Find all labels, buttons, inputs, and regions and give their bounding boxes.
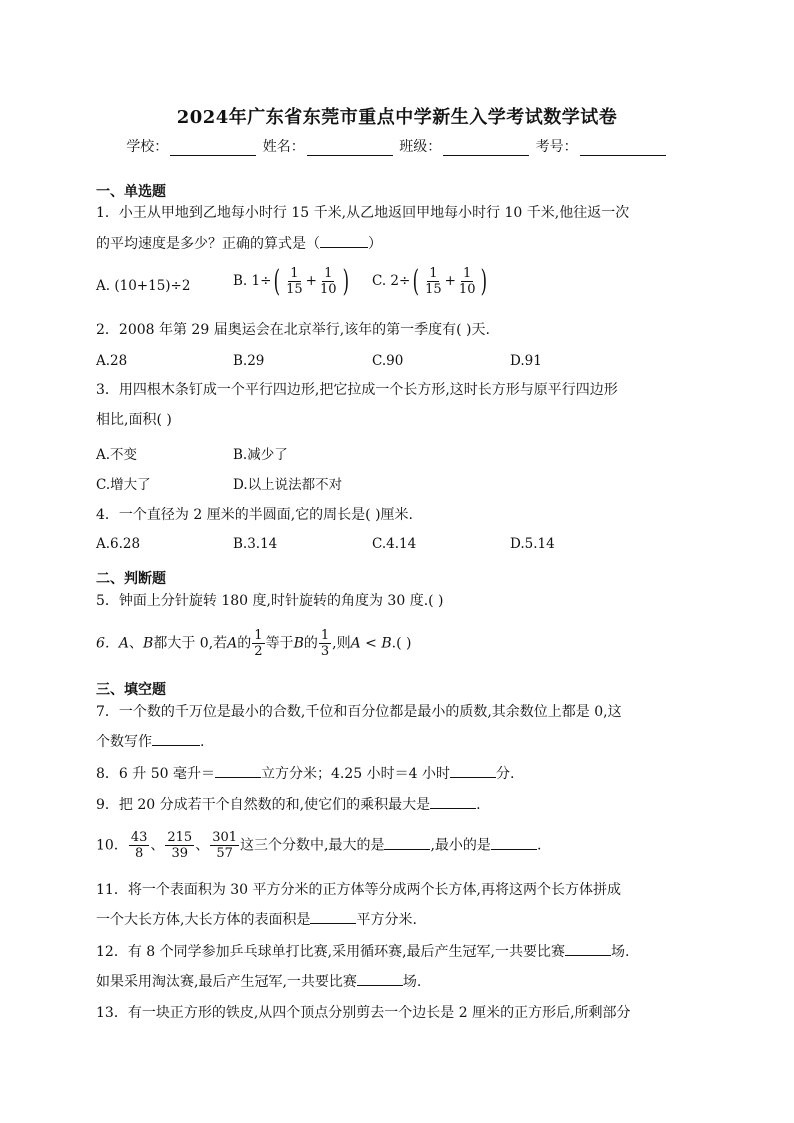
- q3-option-c[interactable]: C.增大了: [96, 477, 151, 493]
- q3-line1: 3．用四根木条钉成一个平行四边形,把它拉成一个长方形,这时长方形与原平行四边形: [96, 382, 618, 398]
- q1-option-c-label: C. 2÷: [372, 273, 411, 289]
- q10-answer-blank-min[interactable]: [491, 836, 537, 850]
- q3-line2: 相比,面积( ): [96, 412, 172, 428]
- q10-fraction-1: $\frac{43}{8}$: [130, 830, 148, 861]
- class-blank[interactable]: [443, 141, 529, 156]
- name-label: 姓名：: [262, 139, 305, 155]
- q1-option-c[interactable]: [372, 263, 490, 299]
- q1-option-c-rparen: ): [481, 263, 488, 299]
- q1-line2: [96, 234, 382, 254]
- q1-option-c-lparen: (: [412, 263, 420, 299]
- q1-c-plus: +: [444, 273, 456, 289]
- q4-text: 4．一个直径为 2 厘米的半圆面,它的周长是( )厘米.: [96, 507, 413, 523]
- q5-text: 5．钟面上分针旋转 180 度,时针旋转的角度为 30 度.( ): [96, 593, 444, 609]
- q1-option-a[interactable]: [96, 278, 190, 294]
- q9-line: 9．把 20 分成若干个自然数的和,使它们的乘积最大是 .: [96, 797, 481, 813]
- section-single-choice: 一、单选题: [96, 184, 166, 200]
- q4-option-c[interactable]: C.4.14: [372, 536, 417, 552]
- q1-option-b[interactable]: [233, 263, 351, 299]
- q1-line1: 1．小王从甲地到乙地每小时行 15 千米,从乙地返回甲地每小时行 10 千米,他往返一次: [96, 205, 630, 221]
- q1-c-frac2: $\frac{1}{10}$: [458, 266, 476, 297]
- q1-option-b-rparen: ): [342, 263, 349, 299]
- q7-line1: 7．一个数的千万位是最小的合数,千位和百分位都是最小的质数,其余数位上都是 0,这: [96, 704, 622, 720]
- q9-answer-blank[interactable]: [430, 795, 476, 809]
- q10-answer-blank-max[interactable]: [384, 836, 430, 850]
- q1-line2-close: ）: [368, 236, 382, 252]
- q6-half-fraction: $\frac{1}{2}$: [254, 628, 263, 659]
- q1-option-b-label: B. 1÷: [233, 273, 272, 289]
- q12-answer-blank-1[interactable]: [565, 942, 611, 956]
- student-info-row: [0, 136, 794, 156]
- school-label: 学校：: [126, 139, 169, 155]
- q2-option-c[interactable]: C.90: [372, 353, 404, 369]
- q2-option-d[interactable]: D.91: [510, 353, 542, 369]
- q4-option-b[interactable]: B.3.14: [233, 536, 278, 552]
- exam-number-label: 考号：: [535, 139, 578, 155]
- section-fill-blank: 三、填空题: [96, 682, 166, 698]
- q10-line: 10． $\frac{43}{8}$ 、 $\frac{215}{39}$ 、 $\frac{301}{57}$ 这三个分数中,最大的是 ,最小的是 .: [96, 830, 542, 861]
- q3-option-a[interactable]: A.不变: [96, 447, 138, 463]
- q4-option-d[interactable]: D.5.14: [510, 536, 555, 552]
- q2-option-b[interactable]: B.29: [233, 353, 265, 369]
- q1-b-plus: +: [305, 273, 317, 289]
- q7-line2: 个数写作 .: [96, 734, 205, 750]
- q10-fraction-3: $\frac{301}{57}$: [212, 830, 238, 861]
- q1-b-frac2: $\frac{1}{10}$: [319, 266, 337, 297]
- q2-text: 2．2008 年第 29 届奥运会在北京举行,该年的第一季度有( )天.: [96, 322, 490, 338]
- q8-answer-blank-1[interactable]: [215, 764, 261, 778]
- q10-fraction-2: $\frac{215}{39}$: [167, 830, 193, 861]
- q1-option-b-lparen: (: [274, 263, 281, 299]
- q12-line1: 12．有 8 个同学参加乒乓球单打比赛,采用循环赛,最后产生冠军,一共要比赛 场.: [96, 944, 630, 960]
- q1-option-a-label: A.: [96, 278, 111, 294]
- section-true-false: 二、判断题: [96, 571, 166, 587]
- q12-answer-blank-2[interactable]: [357, 972, 403, 986]
- q1-b-frac1: $\frac{1}{15}$: [286, 266, 303, 297]
- q11-line2: 一个大长方体,大长方体的表面积是 平方分米.: [96, 912, 417, 928]
- q11-answer-blank[interactable]: [310, 910, 356, 924]
- q12-line2: 如果采用淘汰赛,最后产生冠军,一共要比赛 场.: [96, 974, 422, 990]
- q11-line1: 11．将一个表面积为 30 平方分米的正方体等分成两个长方体,再将这两个长方体拼成: [96, 882, 621, 898]
- q1-c-frac1: $\frac{1}{15}$: [425, 266, 442, 297]
- q7-answer-blank[interactable]: [152, 732, 200, 746]
- q13-line1: 13．有一块正方形的铁皮,从四个顶点分别剪去一个边长是 2 厘米的正方形后,所剩部分: [96, 1005, 631, 1021]
- q1-line2-text: 的平均速度是多少？正确的算式是（: [96, 236, 320, 252]
- school-blank[interactable]: [170, 141, 256, 156]
- page-title: 2024年广东省东莞市重点中学新生入学考试数学试卷: [176, 107, 618, 128]
- q3-option-b[interactable]: B.减少了: [233, 447, 288, 463]
- q8-answer-blank-2[interactable]: [450, 764, 496, 778]
- q3-option-d[interactable]: D.以上说法都不对: [233, 477, 343, 493]
- q1-option-a-expr: (10+15)÷2: [114, 278, 191, 294]
- exam-number-blank[interactable]: [580, 141, 666, 156]
- q1-answer-blank[interactable]: [320, 234, 368, 248]
- q2-option-a[interactable]: A.28: [96, 353, 128, 369]
- q8-line: 8．6 升 50 毫升＝ 立方分米；4.25 小时＝4 小时 分.: [96, 766, 515, 782]
- q6-line: 6．A、B都大于 0,若A的 $\frac{1}{2}$ 等于B的 $\frac{1}{3}$ ,则A < B.( ): [96, 628, 412, 659]
- q6-third-fraction: $\frac{1}{3}$: [320, 628, 330, 659]
- name-blank[interactable]: [307, 141, 393, 156]
- class-label: 班级：: [399, 139, 442, 155]
- q4-option-a[interactable]: A.6.28: [96, 536, 141, 552]
